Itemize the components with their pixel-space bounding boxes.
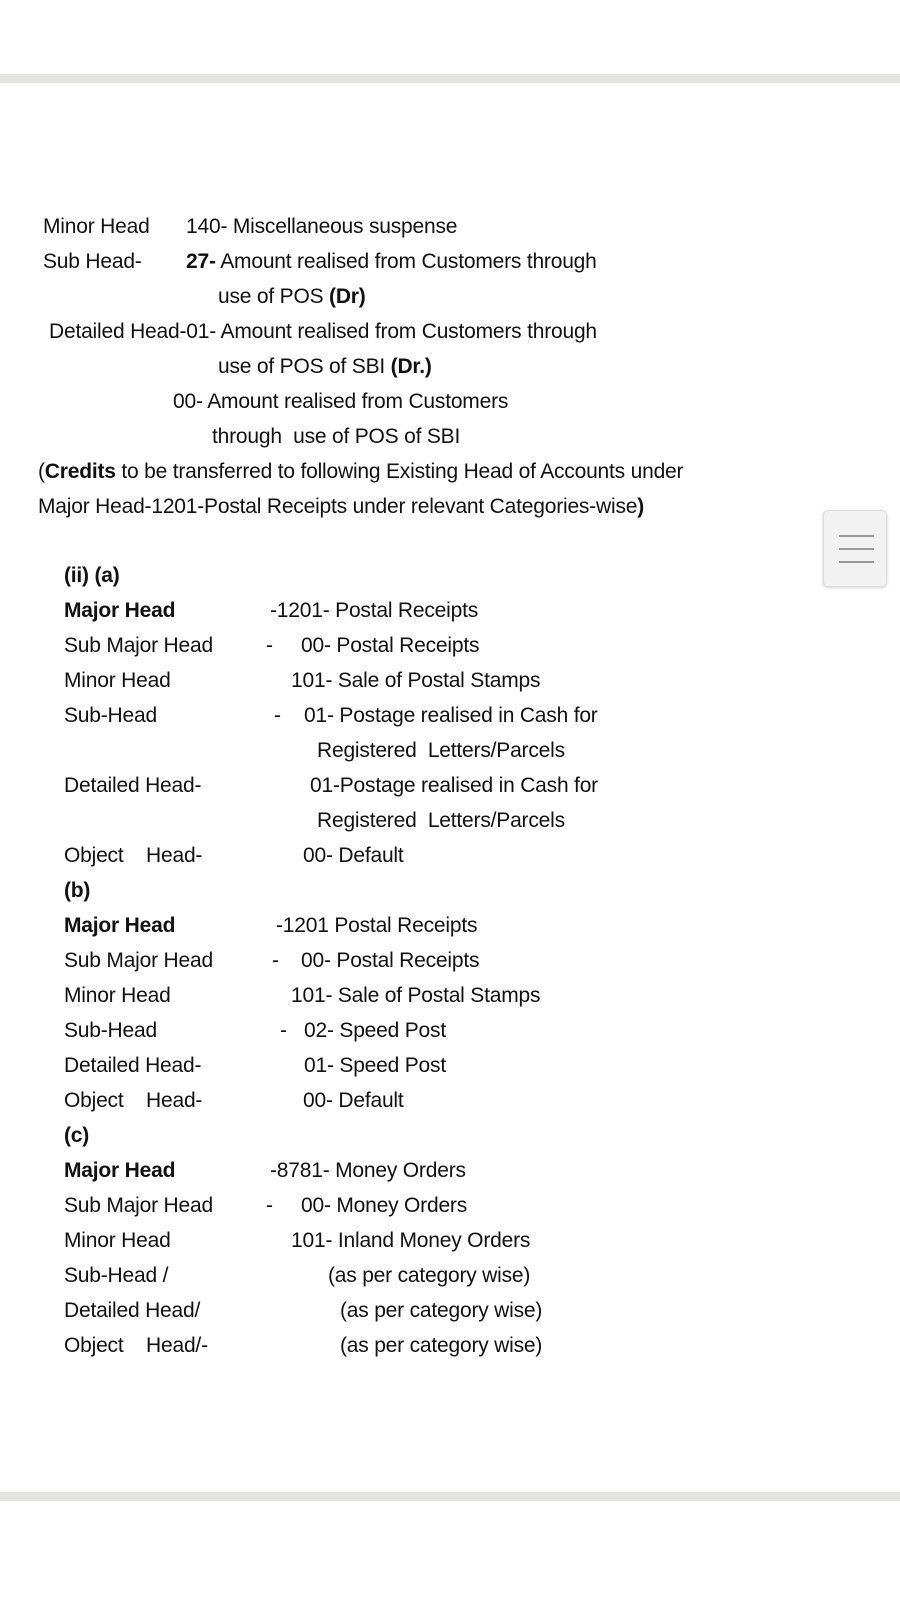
note-rest: to be transferred to following Existing Head of Accounts under (115, 460, 684, 483)
section-a-major-head-label: Major Head (64, 599, 176, 622)
section-b-detailed-head-value: 01- Speed Post (304, 1054, 446, 1077)
sub-head-value: Amount realised from Customers through (215, 250, 597, 273)
minor-head-label: Minor Head (43, 215, 150, 238)
section-c-detailed-head-value: (as per category wise) (340, 1299, 543, 1322)
credits-note-line2 (38, 495, 644, 519)
section-c-major-head-value: -8781- Money Orders (270, 1159, 466, 1182)
section-c-title: (c) (64, 1124, 90, 1147)
object-head-cont: through use of POS of SBI (212, 425, 461, 448)
section-a-sub-major-head-value: 00- Postal Receipts (301, 634, 480, 657)
section-a-detailed-head-value: 01-Postage realised in Cash for (310, 774, 598, 797)
sub-head-label: Sub Head- (43, 250, 142, 273)
section-b-sub-head-label: Sub-Head (64, 1019, 157, 1042)
section-b-object-head-value: 00- Default (303, 1089, 404, 1112)
detailed-head-cont (218, 355, 432, 379)
section-a-sub-head-dash: - (274, 704, 281, 727)
top-page-divider (0, 74, 900, 83)
section-b-title: (b) (64, 879, 91, 902)
detailed-head-cont-text: use of POS of SBI (218, 355, 391, 378)
section-c-sub-major-head-label: Sub Major Head (64, 1194, 213, 1217)
section-a-object-head-value: 00- Default (303, 844, 404, 867)
section-b-sub-major-head-value: 00- Postal Receipts (301, 949, 480, 972)
detailed-head-line: Detailed Head-01- Amount realised from Customers through (49, 320, 597, 343)
section-b-sub-head-value: 02- Speed Post (304, 1019, 446, 1042)
section-b-minor-head-value: 101- Sale of Postal Stamps (291, 984, 541, 1007)
section-c-object-head-label: Object Head/- (64, 1334, 208, 1357)
section-b-sub-major-head-label: Sub Major Head (64, 949, 213, 972)
bottom-page-divider (0, 1492, 900, 1501)
section-a-sub-major-dash: - (266, 634, 273, 657)
sub-head-cont (218, 285, 366, 309)
sub-head-line (186, 250, 597, 274)
section-b-detailed-head-label: Detailed Head- (64, 1054, 202, 1077)
section-b-minor-head-label: Minor Head (64, 984, 171, 1007)
section-c-sub-head-value: (as per category wise) (328, 1264, 531, 1287)
section-a-title: (ii) (a) (64, 564, 120, 587)
sub-head-cont-text: use of POS (218, 285, 330, 308)
section-c-sub-major-head-value: 00- Money Orders (301, 1194, 468, 1217)
note-open: ( (38, 460, 45, 483)
minor-head-value: 140- Miscellaneous suspense (186, 215, 458, 238)
note-close: ) (637, 495, 645, 518)
section-b-object-head-label: Object Head- (64, 1089, 203, 1112)
section-c-detailed-head-label: Detailed Head/ (64, 1299, 201, 1322)
section-a-sub-head-value: 01- Postage realised in Cash for (304, 704, 598, 727)
section-a-detailed-head-label: Detailed Head- (64, 774, 202, 797)
section-c-minor-head-value: 101- Inland Money Orders (291, 1229, 531, 1252)
section-a-minor-head-value: 101- Sale of Postal Stamps (291, 669, 541, 692)
object-head-line: 00- Amount realised from Customers (173, 390, 509, 413)
section-b-major-head-label: Major Head (64, 914, 176, 937)
section-c-sub-head-label: Sub-Head / (64, 1264, 169, 1287)
detailed-head-dr: (Dr.) (390, 355, 432, 378)
sub-head-dr: (Dr) (329, 285, 366, 308)
section-b-sub-head-dash: - (280, 1019, 287, 1042)
section-a-sub-major-head-label: Sub Major Head (64, 634, 213, 657)
sub-head-code: 27- (186, 250, 216, 273)
section-a-detailed-head-cont: Registered Letters/Parcels (317, 809, 565, 832)
section-c-object-head-value: (as per category wise) (340, 1334, 543, 1357)
document-menu-button[interactable] (823, 510, 887, 587)
section-c-sub-major-dash: - (266, 1194, 273, 1217)
section-b-major-head-value: -1201 Postal Receipts (276, 914, 478, 937)
note-line2-text: Major Head-1201-Postal Receipts under relevant Categories-wise (38, 495, 638, 518)
credits-note-line1 (38, 460, 683, 484)
section-a-minor-head-label: Minor Head (64, 669, 171, 692)
section-c-major-head-label: Major Head (64, 1159, 176, 1182)
section-a-major-head-value: -1201- Postal Receipts (270, 599, 479, 622)
section-b-sub-major-dash: - (272, 949, 279, 972)
section-a-object-head-label: Object Head- (64, 844, 203, 867)
section-c-minor-head-label: Minor Head (64, 1229, 171, 1252)
section-a-sub-head-label: Sub-Head (64, 704, 157, 727)
section-a-sub-head-cont: Registered Letters/Parcels (317, 739, 565, 762)
note-credits: Credits (44, 460, 116, 483)
